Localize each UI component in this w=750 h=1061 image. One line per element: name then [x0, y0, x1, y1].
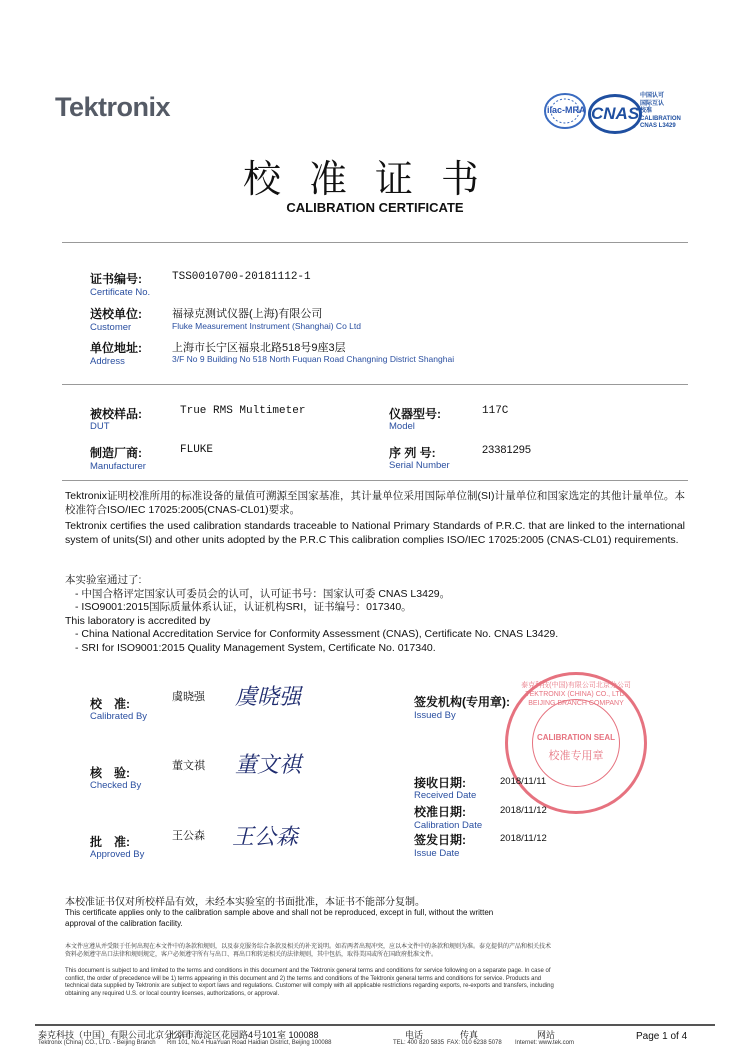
calibration-date: 2018/11/12 [500, 805, 547, 816]
approved-label-en: Approved By [90, 849, 145, 860]
validity-cn: 本校准证书仅对所校样品有效，未经本实验室的书面批准，本证书不能部分复制。 [65, 897, 425, 908]
manufacturer-label-en: Manufacturer [90, 461, 146, 472]
title-english: CALIBRATION CERTIFICATE [286, 200, 464, 215]
title-chinese: 校准证书 [242, 157, 507, 201]
issue-date-label: 签发日期: [414, 833, 466, 847]
cnas-logo [588, 94, 642, 134]
traceability-statement-en: Tektronix certifies the used calibration standards traceable to National Primary Standards of P.R.C. that are linked to the international system of units(SI) and other units adopted by the P.R.C This calibration complies ISO/IEC 17025:2005 (CNAS-CL01) requirements. [65, 520, 685, 546]
received-date: 2018/11/11 [500, 776, 547, 787]
checked-signature: 董文祺 [235, 753, 302, 778]
model-label: 仪器型号: [389, 407, 441, 421]
received-label-en: Received Date [414, 790, 477, 801]
calibration-date-label: 校准日期: [414, 805, 466, 819]
approved-label: 批 准: [90, 835, 130, 849]
ilac-mra-logo [543, 92, 587, 130]
address-value-en: 3/F No 9 Building No 518 North Fuquan Road Changning District Shanghai [172, 354, 455, 364]
cnas-line: 国际互认 [640, 100, 665, 107]
accreditation-item: - 中国合格评定国家认可委员会的认可，认可证书号：国家认可委 CNAS L3429。 [75, 587, 451, 600]
dut-label-en: DUT [90, 421, 110, 432]
seal-center-en: CALIBRATION SEAL [536, 733, 616, 742]
checked-name: 董文祺 [172, 760, 205, 772]
accreditation-item: - China National Accreditation Service for Conformity Assessment (CNAS), Certificate No. CNAS L3429. [75, 628, 559, 640]
terms-en: This document is subject to and limited to the terms and conditions in this document and the Tektronix general terms and conditions for service following on a separate page. In case of conflict, the order of precedence will be 1) terms appearing in this document and 2) the terms and conditions of the Tektronix general terms and conditions for service. Products and technical data supplied by Tektronix are subject to export laws and regulations. Customer will comply with all applicable restrictions regarding exports, re-exports and transfers, including obtaining any required U.S. or local country licenses, authorizations, or approval. [65, 968, 554, 997]
dut-label: 被校样品: [90, 407, 142, 421]
customer-label-en: Customer [90, 322, 132, 333]
serial-label: 序 列 号: [389, 446, 436, 460]
customer-value-en: Fluke Measurement Instrument (Shanghai) Co Ltd [172, 321, 361, 331]
serial-label-en: Serial Number [389, 460, 450, 471]
accreditation-item: - SRI for ISO9001:2015 Quality Management System, Certificate No. 017340. [75, 641, 436, 654]
footer-tel: TEL: 400 820 5835 [393, 1040, 445, 1046]
cnas-line: 中国认可 [640, 93, 665, 99]
accreditation-item: - ISO9001:2015国际质量体系认证，认证机构SRI，证书编号：017340。 [75, 601, 412, 613]
cert-no-label-en: Certificate No. [90, 287, 151, 298]
cnas-line: CNAS L3429 [640, 123, 676, 129]
validity-en: This certificate applies only to the calibration sample above and shall not be reproduced, except in full, without the written approval of the calibration facility. [65, 908, 494, 928]
footer-rule [35, 1024, 715, 1026]
accreditation-head-en: This laboratory is accredited by [65, 614, 211, 627]
divider [62, 384, 688, 385]
seal-center-cn: 校准专用章 [548, 750, 604, 762]
traceability-statement-cn: Tektronix证明校准所用的标准设备的量值可溯源至国家基准，其计量单位采用国际单位制(SI)计量单位和国家选定的其他计量单位。本校准符合ISO/IEC 17025:2005(CNAS-CL01)要求。 [65, 490, 685, 516]
footer-web-cn: 网站 [537, 1030, 556, 1040]
cnas-line: CALIBRATION [640, 115, 681, 122]
model-label-en: Model [389, 421, 415, 432]
calibrated-label-en: Calibrated By [90, 711, 148, 722]
cert-no-value: TSS0010700-20181112-1 [172, 271, 311, 283]
ilac-text: ilac-MRA [547, 105, 586, 115]
dut-value: True RMS Multimeter [180, 405, 306, 417]
customer-label: 送校单位: [90, 307, 142, 321]
cnas-line: 校准 [640, 108, 653, 114]
manufacturer-label: 制造厂商: [90, 446, 142, 460]
accreditation-head-cn: 本实验室通过了: [65, 574, 142, 586]
calibrated-label: 校 准: [90, 697, 130, 711]
footer-address-en: Rm 101, No.4 HuaYuan Road Haidian District, Beijing 100088 [167, 1040, 332, 1046]
cnas-caption [640, 93, 681, 131]
received-label: 接收日期: [414, 776, 466, 790]
cert-no-label: 证书编号: [90, 272, 142, 286]
cnas-text: CNAS [591, 104, 640, 123]
footer-fax-cn: 传真 [460, 1030, 479, 1040]
checked-label: 核 验: [90, 766, 130, 780]
footer-fax: FAX: 010 6238 5078 [447, 1040, 502, 1046]
seal-inner-ring [532, 699, 620, 787]
address-label-en: Address [90, 356, 125, 367]
calibration-seal [505, 672, 647, 814]
footer-company-en: Tektronix (China) CO., LTD. - Beijing Branch [38, 1040, 156, 1046]
issued-label: 签发机构(专用章): [414, 695, 510, 709]
page-number: Page 1 of 4 [636, 1031, 688, 1042]
calibration-date-label-en: Calibration Date [414, 820, 483, 831]
terms-cn: 本文件应遵从并受限于任何出现在本文件中的条款和规则，以及泰克服务综合条款及相关的补充说明。如若两者出现冲突，应以本文件中的条款和规则为准。泰克提供的产品和相关技术资料必须遵守出口法律和规则规定，客户必须遵守所有与出口、再出口和转运相关的法律规则，其中包括，取得美国或所在国政府批准文件。 [65, 944, 552, 958]
approved-signature: 王公森 [232, 825, 299, 850]
calibrated-signature: 虞晓强 [235, 685, 302, 710]
issue-date-label-en: Issue Date [414, 848, 460, 859]
address-label: 单位地址: [90, 341, 142, 355]
manufacturer-value: FLUKE [180, 444, 214, 456]
issue-date: 2018/11/12 [500, 833, 547, 844]
footer-tel-cn: 电话 [405, 1030, 424, 1040]
address-value: 上海市长宁区福泉北路518号9座3层 [172, 342, 346, 354]
footer-address-cn: 北京市海淀区花园路4号101室 100088 [167, 1030, 319, 1040]
tektronix-logo: Tektronix [55, 92, 171, 122]
footer-web: Internet: www.tek.com [515, 1040, 575, 1046]
customer-value: 福禄克测试仪器(上海)有限公司 [172, 308, 323, 320]
issued-label-en: Issued By [414, 710, 456, 721]
divider [62, 480, 688, 481]
model-value: 117C [482, 405, 509, 417]
divider [62, 242, 688, 243]
footer-company-cn: 泰克科技（中国）有限公司北京分公司 [38, 1030, 192, 1040]
approved-name: 王公森 [172, 830, 205, 842]
checked-label-en: Checked By [90, 780, 142, 791]
seal-ring-text: 泰克科技(中国)有限公司北京分公司 TEKTRONIX (CHINA) CO., LTD. BEIJING BRANCH COMPANY [521, 682, 631, 707]
accreditation [65, 574, 685, 655]
calibrated-name: 虞晓强 [172, 691, 205, 703]
serial-value: 23381295 [482, 444, 531, 456]
